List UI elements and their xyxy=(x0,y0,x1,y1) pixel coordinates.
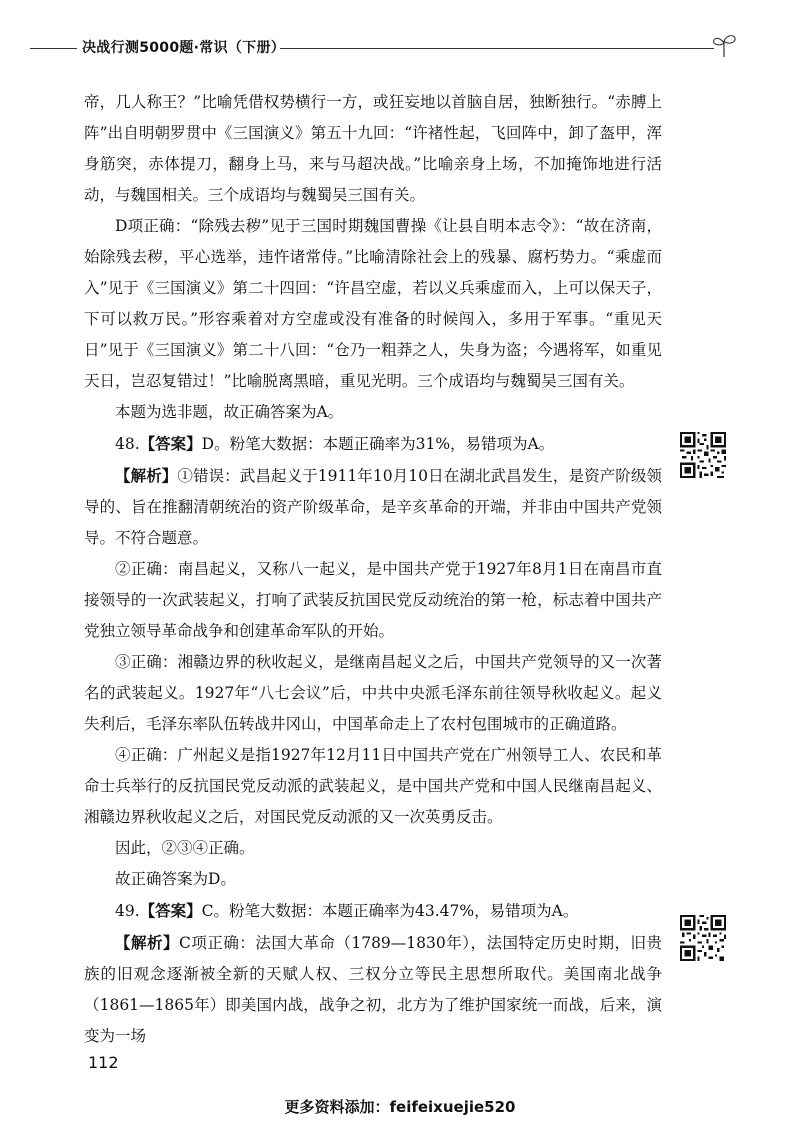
body-text xyxy=(84,87,662,1052)
q48-analysis-tag: 【解析】 xyxy=(115,466,178,485)
page-number: 112 xyxy=(88,1053,119,1072)
header-rule-right xyxy=(280,48,714,49)
q49-analysis xyxy=(84,927,662,1052)
q48-conclusion: 因此，②③④正确。 xyxy=(115,839,255,857)
paragraph-option-d: D项正确：“除残去秽”见于三国时期魏国曹操《让县自明本志令》：“故在济南，始除残去秽，平心选举，违忤诸常侍。”比喻清除社会上的残暴、腐朽势力。“乘虚而入”见于《三国演义》第二十四回：“许昌空虚，若以义兵乘虚而入，上可以保天子，下可以救万民。”形容乘着对方空虚或没有准备的时候闯入，多用于军事。“重见天日”见于《三国演义》第二十八回：“仓乃一粗莽之人，失身为盗；今遇将军，如重见天日，岂忍复错过！”比喻脱离黑暗，重见光明。三个成语均与魏蜀吴三国有关。 xyxy=(84,217,662,390)
q48-number: 48. xyxy=(115,435,140,453)
q49-answer-tag: 【答案】 xyxy=(139,901,202,920)
q48-answer-text: D。粉笔大数据：本题正确率为31%，易错项为A。 xyxy=(201,435,555,453)
page-header xyxy=(30,37,742,61)
qr-code-icon xyxy=(680,915,726,961)
paragraph-q47-conclusion: 本题为选非题，故正确答案为A。 xyxy=(115,403,344,421)
header-title: 决战行测5000题·常识（下册） xyxy=(82,40,286,56)
paragraph-continuation: 帝，几人称王？”比喻凭借权势横行一方，或狂妄地以首脑自居，独断独行。“赤膊上阵”出自明朝罗贯中《三国演义》第五十九回：“许褚性起，飞回阵中，卸了盔甲，浑身筋突，赤体提刀，翻身上马，来与马超决战。”比喻亲身上场，不加掩饰地进行活动，与魏国相关。三个成语均与魏蜀吴三国有关。 xyxy=(84,93,662,204)
footer-note: 更多资料添加：feifeixuejie520 xyxy=(284,1098,516,1116)
q49-number: 49. xyxy=(115,902,140,920)
qr-code-icon xyxy=(680,432,726,478)
q49-answer-line xyxy=(84,895,662,927)
header-rule-left xyxy=(30,48,77,49)
sprout-icon xyxy=(710,33,738,59)
q48-point-4: ④正确：广州起义是指1927年12月11日中国共产党在广州领导工人、农民和革命士兵举行的反抗国民党反动派的武装起义，是中国共产党和中国人民继南昌起义、湘赣边界秋收起义之后，对国民党反动派的又一次英勇反击。 xyxy=(84,746,662,826)
q49-answer-text: C。粉笔大数据：本题正确率为43.47%，易错项为A。 xyxy=(201,902,579,920)
q48-point-2: ②正确：南昌起义，又称八一起义，是中国共产党于1927年8月1日在南昌市直接领导的一次武装起义，打响了武装反抗国民党反动统治的第一枪，标志着中国共产党独立领导革命战争和创建革命军队的开始。 xyxy=(84,560,662,640)
q48-final-answer: 故正确答案为D。 xyxy=(115,870,236,888)
q49-analysis-tag: 【解析】 xyxy=(115,933,179,952)
q48-point-3: ③正确：湘赣边界的秋收起义，是继南昌起义之后，中国共产党领导的又一次著名的武装起义。1927年“八七会议”后，中共中央派毛泽东前往领导秋收起义。起义失利后，毛泽东率队伍转战井冈山，中国革命走上了农村包围城市的正确道路。 xyxy=(84,653,662,733)
q48-answer-tag: 【答案】 xyxy=(139,434,202,453)
q49-analysis-text: C项正确：法国大革命（1789—1830年），法国特定历史时期，旧贵族的旧观念逐渐被全新的天赋人权、三权分立等民主思想所取代。美国南北战争（1861—1865年）即美国内战，战争之初，北方为了维护国家统一而战，后来，演变为一场 xyxy=(84,934,662,1045)
q48-analysis xyxy=(84,460,662,554)
q48-analysis-text: ①错误：武昌起义于1911年10月10日在湖北武昌发生，是资产阶级领导的、旨在推翻清朝统治的资产阶级革命，是辛亥革命的开端，并非由中国共产党领导。不符合题意。 xyxy=(84,467,662,547)
q48-answer-line xyxy=(84,428,662,460)
